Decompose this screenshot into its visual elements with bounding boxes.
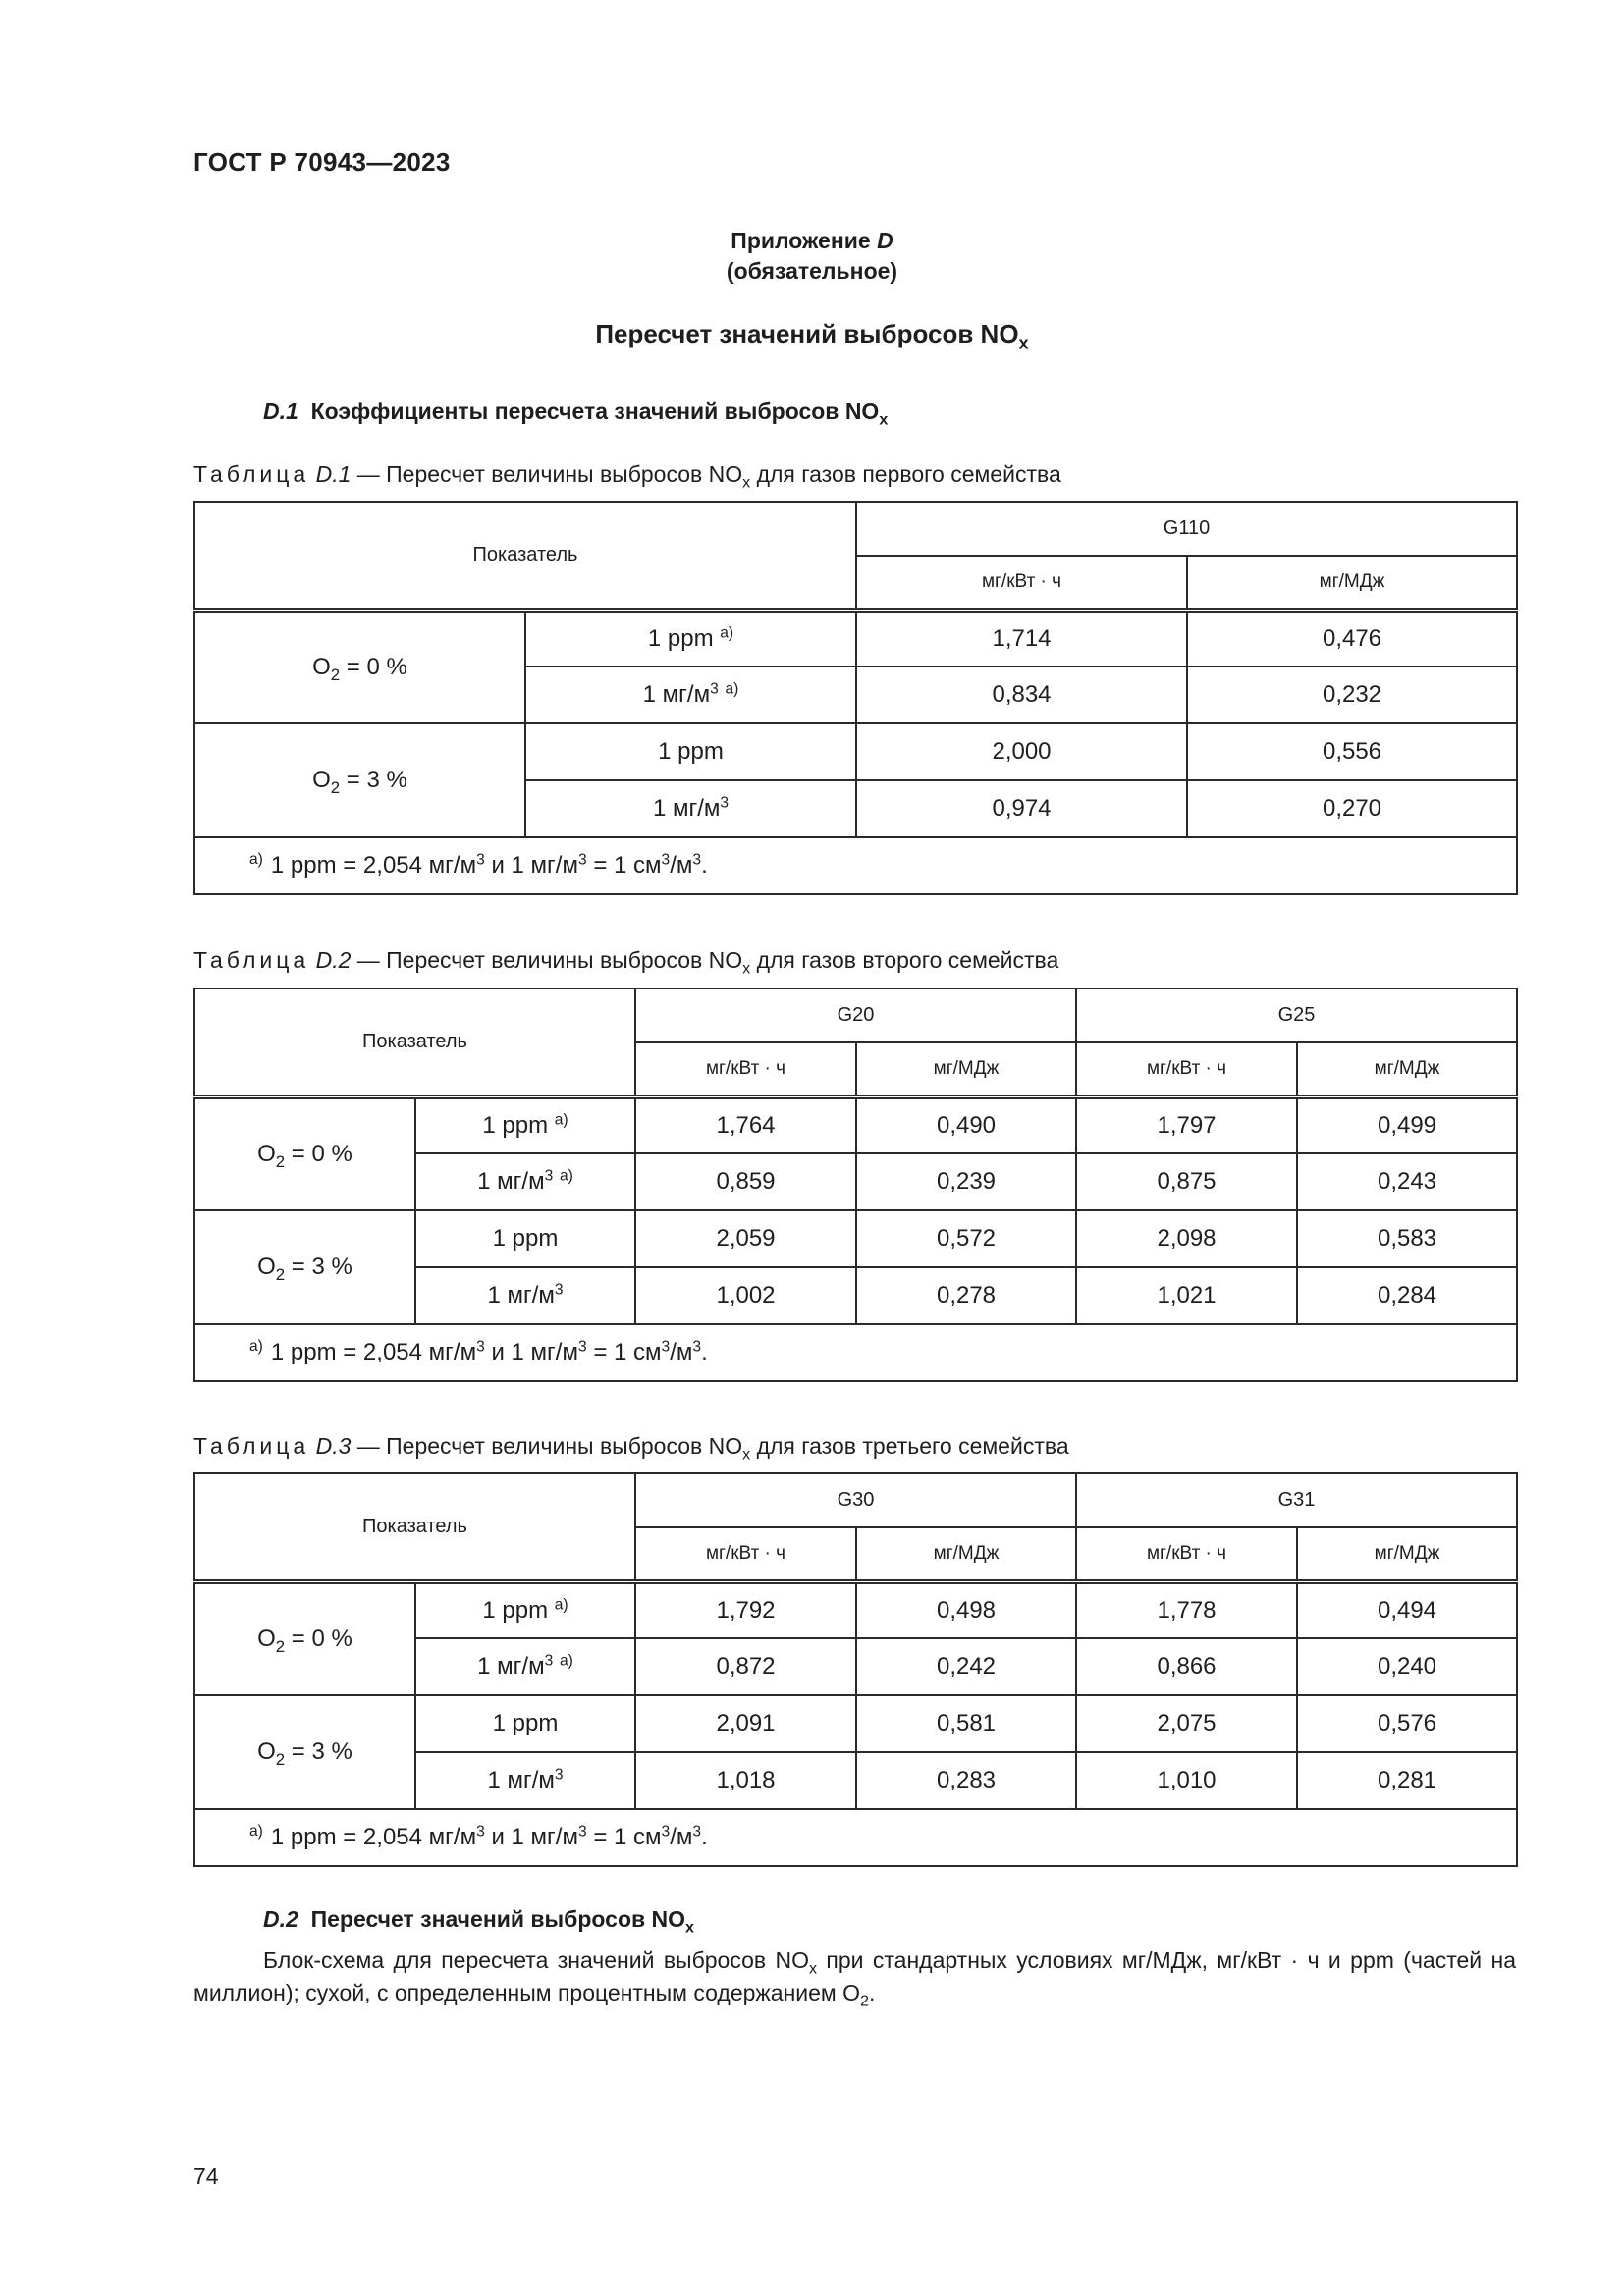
value-cell: 1,778 bbox=[1076, 1581, 1297, 1638]
table-d3 bbox=[193, 1472, 1518, 1867]
table-caption-d2: Таблица D.2 — Пересчет величины выбросов $NO_x$ для газов второго семейства bbox=[193, 947, 1059, 978]
section-heading-d2: D.2 Пересчет значений выбросов $NO_x$ bbox=[263, 1906, 694, 1937]
value-cell: 0,834 bbox=[856, 667, 1187, 723]
o2-label: $O_2 = 3$ % bbox=[194, 1695, 415, 1809]
indicator-header: Показатель bbox=[194, 988, 635, 1096]
value-cell: 0,866 bbox=[1076, 1638, 1297, 1695]
section-number: D.1 bbox=[263, 399, 298, 424]
body-paragraph: Блок-схема для пересчета значений выбросов $NO_x$ при стандартных условиях мг/МДж, мг/кВт · ч и ppm (частей на миллион); сухой, с определенным процентным содержанием $O_2$. bbox=[193, 1948, 1516, 2010]
unit-cell: 1 ppm bbox=[415, 1695, 635, 1752]
value-cell: 0,270 bbox=[1187, 780, 1517, 837]
unit-cell: 1 ppm $^{а)}$ bbox=[525, 610, 856, 667]
unit-header: мг/кВт · ч bbox=[1076, 1527, 1297, 1581]
unit-cell: 1 $мг/м^3$ bbox=[525, 780, 856, 837]
annex-word: Приложение bbox=[731, 228, 871, 253]
value-cell: 0,490 bbox=[856, 1096, 1076, 1153]
table-row bbox=[194, 610, 1517, 667]
table-row bbox=[194, 1695, 1517, 1752]
value-cell: 0,494 bbox=[1297, 1581, 1517, 1638]
value-cell: 0,476 bbox=[1187, 610, 1517, 667]
unit-cell: 1 $мг/м^3$ $^{а)}$ bbox=[525, 667, 856, 723]
section-number: D.2 bbox=[263, 1906, 298, 1932]
unit-cell: 1 ppm bbox=[525, 723, 856, 780]
value-cell: 0,242 bbox=[856, 1638, 1076, 1695]
unit-header: мг/МДж bbox=[1297, 1527, 1517, 1581]
value-cell: 0,875 bbox=[1076, 1153, 1297, 1210]
value-cell: 2,000 bbox=[856, 723, 1187, 780]
value-cell: 2,091 bbox=[635, 1695, 856, 1752]
table-caption-d3: Таблица D.3 — Пересчет величины выбросов $NO_x$ для газов третьего семейства bbox=[193, 1433, 1069, 1464]
document-header: ГОСТ Р 70943—2023 bbox=[193, 147, 451, 177]
value-cell: 0,581 bbox=[856, 1695, 1076, 1752]
unit-cell: 1 $мг/м^3$ bbox=[415, 1267, 635, 1324]
value-cell: 0,240 bbox=[1297, 1638, 1517, 1695]
annex-main-title: Пересчет значений выбросов $NO_x$ bbox=[595, 319, 1029, 353]
unit-header: мг/кВт · ч bbox=[635, 1042, 856, 1096]
gas-group-header: G25 bbox=[1076, 988, 1517, 1042]
value-cell: 1,792 bbox=[635, 1581, 856, 1638]
value-cell: 0,872 bbox=[635, 1638, 856, 1695]
value-cell: 1,002 bbox=[635, 1267, 856, 1324]
value-cell: 0,556 bbox=[1187, 723, 1517, 780]
indicator-header: Показатель bbox=[194, 502, 856, 610]
value-cell: 0,583 bbox=[1297, 1210, 1517, 1267]
value-cell: 0,576 bbox=[1297, 1695, 1517, 1752]
value-cell: 0,284 bbox=[1297, 1267, 1517, 1324]
value-cell: 0,859 bbox=[635, 1153, 856, 1210]
value-cell: 0,974 bbox=[856, 780, 1187, 837]
page-number: 74 bbox=[193, 2163, 219, 2189]
gas-group-header: G110 bbox=[856, 502, 1517, 556]
unit-cell: 1 $мг/м^3$ $^{а)}$ bbox=[415, 1638, 635, 1695]
value-cell: 1,714 bbox=[856, 610, 1187, 667]
unit-header: мг/кВт · ч bbox=[1076, 1042, 1297, 1096]
unit-header: мг/кВт · ч bbox=[635, 1527, 856, 1581]
table-row bbox=[194, 1210, 1517, 1267]
value-cell: 1,018 bbox=[635, 1752, 856, 1809]
value-cell: 1,764 bbox=[635, 1096, 856, 1153]
section-heading-d1: D.1 Коэффициенты пересчета значений выбросов $NO_x$ bbox=[263, 399, 889, 429]
o2-label: $O_2 = 3$ % bbox=[194, 723, 525, 837]
unit-cell: 1 ppm $^{а)}$ bbox=[415, 1581, 635, 1638]
value-cell: 0,283 bbox=[856, 1752, 1076, 1809]
unit-cell: 1 $мг/м^3$ $^{а)}$ bbox=[415, 1153, 635, 1210]
table-d1 bbox=[193, 501, 1518, 895]
unit-cell: 1 ppm $^{а)}$ bbox=[415, 1096, 635, 1153]
unit-cell: 1 ppm bbox=[415, 1210, 635, 1267]
annex-status: (обязательное) bbox=[726, 258, 898, 284]
table-footnote: $^{а)}$ 1 ppm = 2,054 $мг/м^3$ и 1 $мг/м^3 = 1$ $см^3/м^3$. bbox=[194, 837, 1517, 894]
table-caption-d1: Таблица D.1 — Пересчет величины выбросов $NO_x$ для газов первого семейства bbox=[193, 461, 1061, 492]
table-footnote: $^{а)}$ 1 ppm = 2,054 $мг/м^3$ и 1 $мг/м^3 = 1$ $см^3/м^3$. bbox=[194, 1324, 1517, 1381]
unit-header: мг/кВт · ч bbox=[856, 556, 1187, 610]
value-cell: 0,278 bbox=[856, 1267, 1076, 1324]
value-cell: 0,281 bbox=[1297, 1752, 1517, 1809]
value-cell: 0,243 bbox=[1297, 1153, 1517, 1210]
unit-header: мг/МДж bbox=[1297, 1042, 1517, 1096]
unit-cell: 1 $мг/м^3$ bbox=[415, 1752, 635, 1809]
gas-group-header: G20 bbox=[635, 988, 1076, 1042]
o2-label: $O_2 = 0$ % bbox=[194, 610, 525, 723]
value-cell: 0,498 bbox=[856, 1581, 1076, 1638]
value-cell: 2,098 bbox=[1076, 1210, 1297, 1267]
unit-header: мг/МДж bbox=[1187, 556, 1517, 610]
unit-header: мг/МДж bbox=[856, 1527, 1076, 1581]
o2-label: $O_2 = 3$ % bbox=[194, 1210, 415, 1324]
value-cell: 1,021 bbox=[1076, 1267, 1297, 1324]
table-footnote: $^{а)}$ 1 ppm = 2,054 $мг/м^3$ и 1 $мг/м^3 = 1$ $см^3/м^3$. bbox=[194, 1809, 1517, 1866]
value-cell: 1,010 bbox=[1076, 1752, 1297, 1809]
value-cell: 0,499 bbox=[1297, 1096, 1517, 1153]
value-cell: 2,059 bbox=[635, 1210, 856, 1267]
o2-label: $O_2 = 0$ % bbox=[194, 1096, 415, 1210]
value-cell: 0,232 bbox=[1187, 667, 1517, 723]
unit-header: мг/МДж bbox=[856, 1042, 1076, 1096]
table-row bbox=[194, 723, 1517, 780]
gas-group-header: G30 bbox=[635, 1473, 1076, 1527]
gas-group-header: G31 bbox=[1076, 1473, 1517, 1527]
table-d2 bbox=[193, 988, 1518, 1382]
table-row bbox=[194, 1581, 1517, 1638]
o2-label: $O_2 = 0$ % bbox=[194, 1581, 415, 1695]
annex-title bbox=[0, 226, 1624, 287]
indicator-header: Показатель bbox=[194, 1473, 635, 1581]
table-row bbox=[194, 1096, 1517, 1153]
value-cell: 0,239 bbox=[856, 1153, 1076, 1210]
value-cell: 1,797 bbox=[1076, 1096, 1297, 1153]
value-cell: 0,572 bbox=[856, 1210, 1076, 1267]
annex-letter: D bbox=[877, 228, 893, 253]
value-cell: 2,075 bbox=[1076, 1695, 1297, 1752]
